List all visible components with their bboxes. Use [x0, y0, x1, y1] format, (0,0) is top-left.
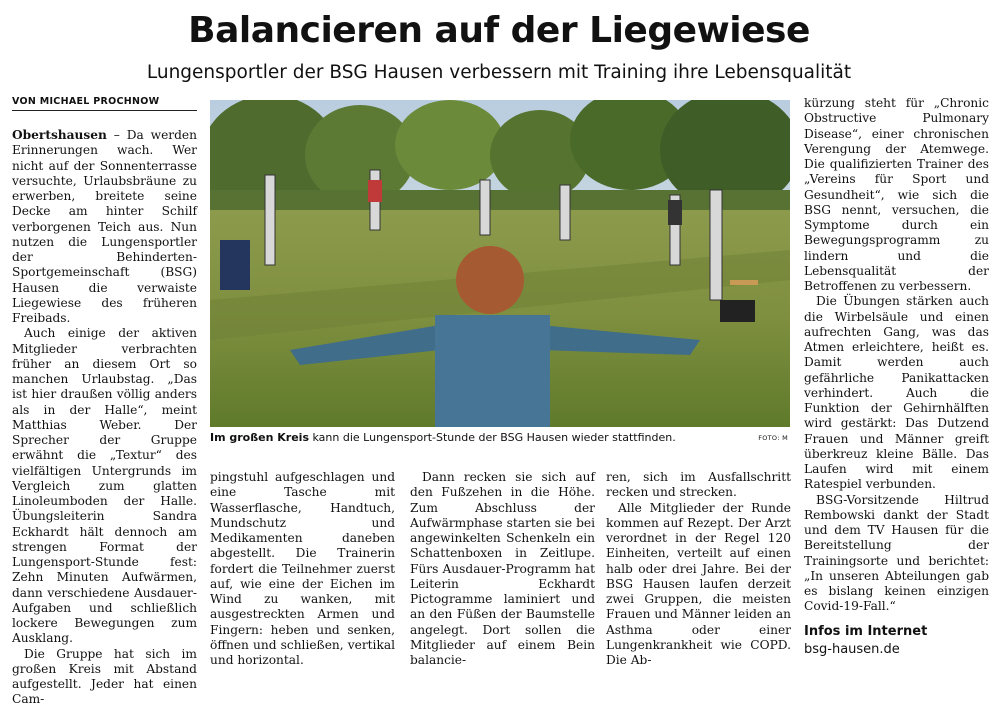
paragraph: kürzung steht für „Chronic Obstructive Pulmonary Disease“, einer chronischen Verengung der Atemwege. Die qualifizierten Trainer des „Vereins für Sport und Gesundheit“, wie sich die BSG nennt, versuchen, die Symptome durch ein Bewegungsprogramm zu lindern und die Lebensqualität der Betroffenen zu verbessern.: [804, 96, 989, 293]
article-column-5: [804, 96, 989, 615]
paragraph: BSG-Vorsitzende Hiltrud Rembowski dankt der Stadt und dem TV Hausen für die Bereitstellung der Trainingsorte und berichtet: „In unseren Abteilungen gab es bislang keinen einzigen Covid-19-Fall.“: [804, 492, 989, 614]
photo-caption: [210, 431, 790, 444]
article-column-4: [606, 470, 791, 668]
paragraph: Auch einige der aktiven Mitglieder verbrachten früher an diesem Ort so manchen Urlaubstag. „Das ist hier draußen völlig anders als in der Halle“, meint Matthias Weber. Der Sprecher der Gruppe erwähnt die „Textur“ des vielfältigen Untergrunds im Vergleich zum glatten Linoleumboden der Halle. Übungsleiterin Sandra Eckhardt hält dennoch am strengen Format der Lungensport-Stunde fest: Zehn Minuten Aufwärmen, dann verschiedene Ausdauer-Aufgaben und schließlich lockere Bewegungen zum Ausklang.: [12, 326, 197, 646]
article-column-3: [410, 470, 595, 668]
paragraph: ren, sich im Ausfallschritt recken und strecken.: [606, 470, 791, 500]
article-column-1: [12, 128, 197, 708]
caption-text: kann die Lungensport-Stunde der BSG Hausen wieder stattfinden.: [309, 431, 676, 444]
infobox-url[interactable]: bsg-hausen.de: [804, 642, 900, 657]
paragraph: Die Übungen stärken auch die Wirbelsäule und einen aufrechten Gang, was das Atmen erleichtere, heißt es. Damit werden auch gefährliche Panikattacken verhindert. Auch die Funktion der Gehirnhälften wird gestärkt: Das Dutzend Frauen und Männer greift überkreuz kleine Bälle. Das Laufen wird mit einem Ratespiel verbunden.: [804, 294, 989, 492]
article-column-2: [210, 470, 395, 668]
photo-credit: FOTO: M: [758, 434, 788, 442]
infobox-title: Infos im Internet: [804, 624, 928, 639]
paragraph: pingstuhl aufgeschlagen und eine Tasche mit Wasserflasche, Handtuch, Mundschutz und Medikamenten daneben abgestellt. Die Trainerin fordert die Teilnehmer zuerst auf, wie eine der Eichen im Wind zu wanken, mit ausgestreckten Armen und Fingern: heben und senken, öffnen und schließen, vertikal und horizontal.: [210, 470, 395, 667]
article-photo: [210, 100, 790, 427]
paragraph: Die Gruppe hat sich im großen Kreis mit Abstand aufgestellt. Jeder hat einen Cam-: [12, 646, 197, 707]
dateline: Obertshausen: [12, 128, 107, 142]
paragraph: Alle Mitglieder der Runde kommen auf Rezept. Der Arzt verordnet in der Regel 120 Einheiten, verteilt auf einen halb oder drei Jahre. Bei der BSG Hausen laufen derzeit zwei Gruppen, die meisten Frauen und Männer leiden an Asthma oder einer Lungenkrankheit wie COPD. Die Ab-: [606, 500, 791, 667]
caption-lead: Im großen Kreis: [210, 431, 309, 444]
paragraph: Dann recken sie sich auf den Fußzehen in die Höhe. Zum Abschluss der Aufwärmphase starten sie bei angewinkelten Schenkeln ein Schattenboxen in Zeitlupe. Fürs Ausdauer-Programm hat Leiterin Eckhardt Pictogramme laminiert und an den Füßen der Baumstelle angelegt. Dort sollen die Mitglieder auf einem Bein balancie-: [410, 470, 595, 667]
byline: VON MICHAEL PROCHNOW: [12, 96, 197, 111]
subheadline: Lungensportler der BSG Hausen verbessern mit Training ihre Lebensqualität: [146, 62, 852, 83]
photo-illustration: [210, 100, 790, 427]
paragraph: [12, 128, 197, 326]
paragraph-text: – Da werden Erinnerungen wach. Wer nicht auf der Sonnenterrasse versuchte, Urlaubsbräune zu erwerben, breitete seine Decke am hinter Schilf verborgenen Teich aus. Nun nutzen die Lungensportler der Behinderten-Sportgemeinschaft (BSG) Hausen die verwaiste Liegewiese des früheren Freibads.: [12, 128, 197, 325]
headline: Balancieren auf der Liegewiese: [188, 10, 810, 51]
